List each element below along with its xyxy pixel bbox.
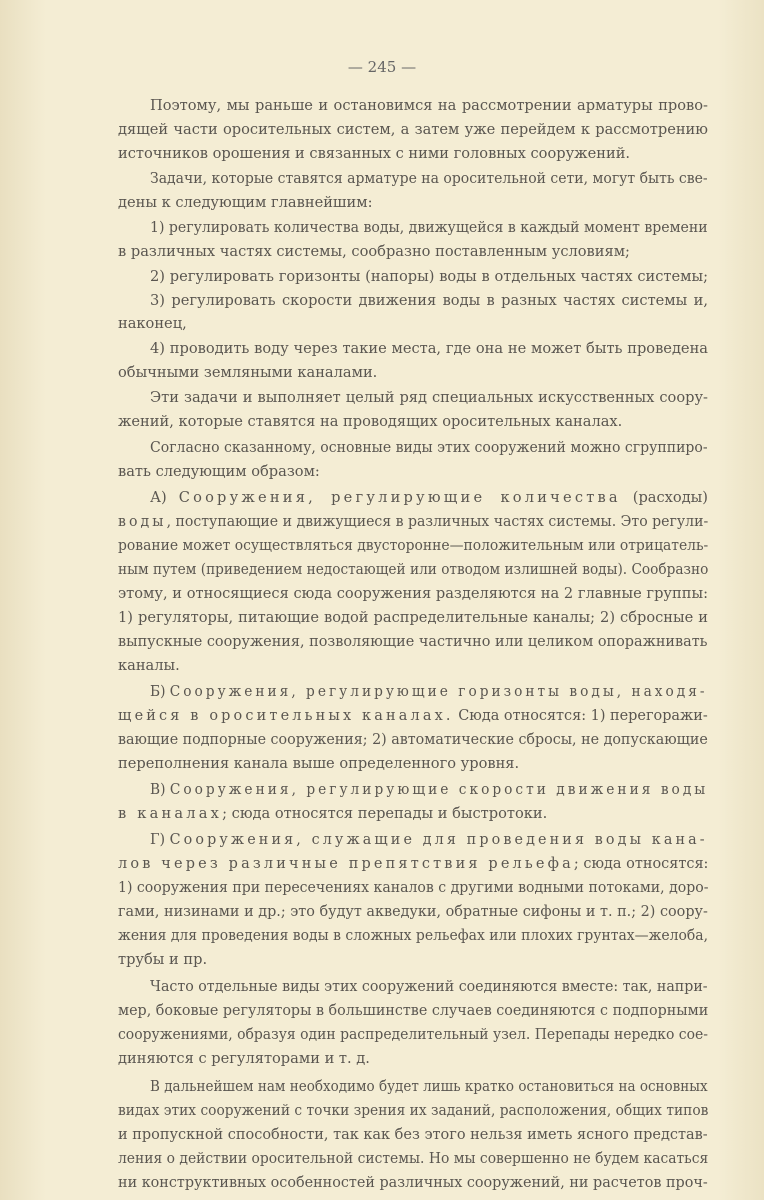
- text-line: [150, 169, 708, 189]
- line-text: В дальнейшем нам необходимо будет лишь кратко остановиться на основных: [150, 1078, 708, 1095]
- line-text: дены к следующим главнейшим:: [118, 194, 373, 211]
- text-line: [150, 830, 708, 850]
- text-line: [118, 314, 708, 334]
- text-line: [150, 291, 708, 311]
- line-text: 4) проводить воду через такие места, где она не может быть проведена: [150, 340, 708, 357]
- text-line: [118, 632, 708, 652]
- line-text: Г): [150, 831, 170, 848]
- line-text: рование может осуществляться двусторонне—положительным или отрицатель-: [118, 537, 709, 554]
- text-line: [118, 512, 708, 532]
- text-line: [118, 1125, 708, 1145]
- text-line: [118, 950, 708, 970]
- text-line: [150, 96, 708, 116]
- text-line: [150, 388, 708, 408]
- line-text: ; сюда относятся:: [573, 855, 709, 872]
- line-text: 1) регулировать количества воды, движущейся в каждый момент времени: [150, 219, 708, 236]
- line-text: Сюда относятся: 1) перегоражи-: [453, 707, 708, 724]
- text-line: [118, 730, 708, 750]
- line-text: Часто отдельные виды этих сооружений соединяются вместе: так, напри-: [150, 978, 708, 995]
- text-line: [118, 1025, 708, 1045]
- spaced-heading-text: лов через различные препятствия рельефа: [118, 855, 574, 872]
- spaced-heading-text: Сооружения, регулирующие количества: [178, 489, 621, 506]
- line-text: ; сюда относятся перепады и быстротоки.: [222, 805, 548, 822]
- line-text: диняются с регуляторами и т. д.: [118, 1050, 370, 1067]
- text-line: [118, 1101, 708, 1121]
- line-text: Задачи, которые ставятся арматуре на оросительной сети, могут быть све-: [150, 170, 708, 187]
- text-line: [150, 682, 708, 702]
- line-text: жения для проведения воды в сложных рельефах или плохих грунтах—желоба,: [118, 927, 708, 944]
- spaced-heading-text: Сооружения, служащие для проведения воды кана-: [169, 831, 708, 848]
- line-text: Согласно сказанному, основные виды этих сооружений можно сгруппиро-: [150, 439, 708, 456]
- line-text: Б): [150, 683, 170, 700]
- text-line: [118, 120, 708, 140]
- line-text: вать следующим образом:: [118, 463, 320, 480]
- text-line: [118, 242, 708, 262]
- spaced-heading-text: Сооружения, регулирующие горизонты воды, находя-: [169, 683, 708, 700]
- line-text: , поступающие и движущиеся в различных частях системы. Это регули-: [166, 513, 709, 530]
- spaced-heading-text: Сооружения, регулирующие скорости движения воды: [169, 781, 709, 798]
- text-line: [118, 193, 708, 213]
- text-line: [118, 363, 708, 383]
- text-line: [150, 1077, 708, 1097]
- line-text: переполнения канала выше определенного уровня.: [118, 755, 520, 772]
- text-line: [118, 754, 708, 774]
- line-text: Поэтому, мы раньше и остановимся на рассмотрении арматуры прово-: [150, 97, 708, 114]
- line-text: жений, которые ставятся на проводящих оросительных каналах.: [118, 413, 623, 430]
- text-line: [150, 267, 708, 287]
- line-text: видах этих сооружений с точки зрения их заданий, расположения, общих типов: [118, 1102, 709, 1119]
- line-text: источников орошения и связанных с ними головных сооружений.: [118, 145, 631, 162]
- line-text: ни конструктивных особенностей различных сооружений, ни расчетов проч-: [118, 1174, 708, 1191]
- line-text: мер, боковые регуляторы в большинстве случаев соединяются с подпорными: [118, 1002, 709, 1019]
- line-text: 3) регулировать скорости движения воды в разных частях системы и,: [150, 292, 708, 309]
- text-line: [118, 706, 708, 726]
- line-text: трубы и пр.: [118, 951, 208, 968]
- line-text: в различных частях системы, сообразно поставленным условиям;: [118, 243, 630, 260]
- text-line: [118, 462, 708, 482]
- text-line: [118, 804, 708, 824]
- text-line: [118, 536, 708, 556]
- line-text: гами, низинами и др.; это будут акведуки, обратные сифоны и т. п.; 2) соору-: [118, 903, 708, 920]
- page-number: — 245 —: [347, 58, 417, 76]
- text-line: [150, 218, 708, 238]
- text-line: [118, 1149, 708, 1169]
- text-line: [150, 780, 708, 800]
- line-text: и пропускной способности, так как без этого нельзя иметь ясного представ-: [118, 1126, 708, 1143]
- line-text: ления о действии оросительной системы. Но мы совершенно не будем касаться: [118, 1150, 709, 1167]
- text-line: [118, 1001, 708, 1021]
- text-line: [150, 977, 708, 997]
- text-line: [150, 438, 708, 458]
- text-line: [150, 339, 708, 359]
- text-line: [118, 412, 708, 432]
- line-text: 1) сооружения при пересечениях каналов с другими водными потоками, доро-: [118, 879, 709, 896]
- text-line: [118, 902, 708, 922]
- line-text: обычными земляными каналами.: [118, 364, 378, 381]
- line-text: 2) регулировать горизонты (напоры) воды в отдельных частях системы;: [150, 268, 708, 285]
- text-line: [118, 1049, 708, 1069]
- text-line: [118, 584, 708, 604]
- line-text: В): [150, 781, 170, 798]
- line-text: Эти задачи и выполняет целый ряд специальных искусственных соору-: [150, 389, 708, 406]
- line-text: 1) регуляторы, питающие водой распределительные каналы; 2) сбросные и: [118, 609, 708, 626]
- text-line: [118, 926, 708, 946]
- line-text: этому, и относящиеся сюда сооружения разделяются на 2 главные группы:: [118, 585, 708, 602]
- text-line: [118, 560, 708, 580]
- line-text: А): [150, 489, 179, 506]
- line-text: вающие подпорные сооружения; 2) автоматические сбросы, не допускающие: [118, 731, 708, 748]
- line-text: сооружениями, образуя один распределительный узел. Перепады нередко сое-: [118, 1026, 708, 1043]
- text-line: [118, 656, 708, 676]
- text-line: [118, 144, 708, 164]
- line-text: выпускные сооружения, позволяющие частично или целиком опоражнивать: [118, 633, 708, 650]
- line-text: (расходы): [620, 489, 708, 506]
- line-text: наконец,: [118, 315, 187, 332]
- line-text: каналы.: [118, 657, 180, 674]
- text-line: [150, 488, 708, 508]
- text-line: [118, 608, 708, 628]
- spaced-heading-text: в каналах: [118, 805, 223, 822]
- text-line: [118, 878, 708, 898]
- text-line: [118, 1173, 708, 1193]
- spaced-heading-text: воды: [118, 513, 167, 530]
- line-text: дящей части оросительных систем, а затем уже перейдем к рассмотрению: [118, 121, 708, 138]
- spaced-heading-text: щейся в оросительных каналах.: [118, 707, 454, 724]
- text-line: [118, 854, 708, 874]
- line-text: ным путем (приведением недостающей или отводом излишней воды). Сообразно: [118, 561, 709, 578]
